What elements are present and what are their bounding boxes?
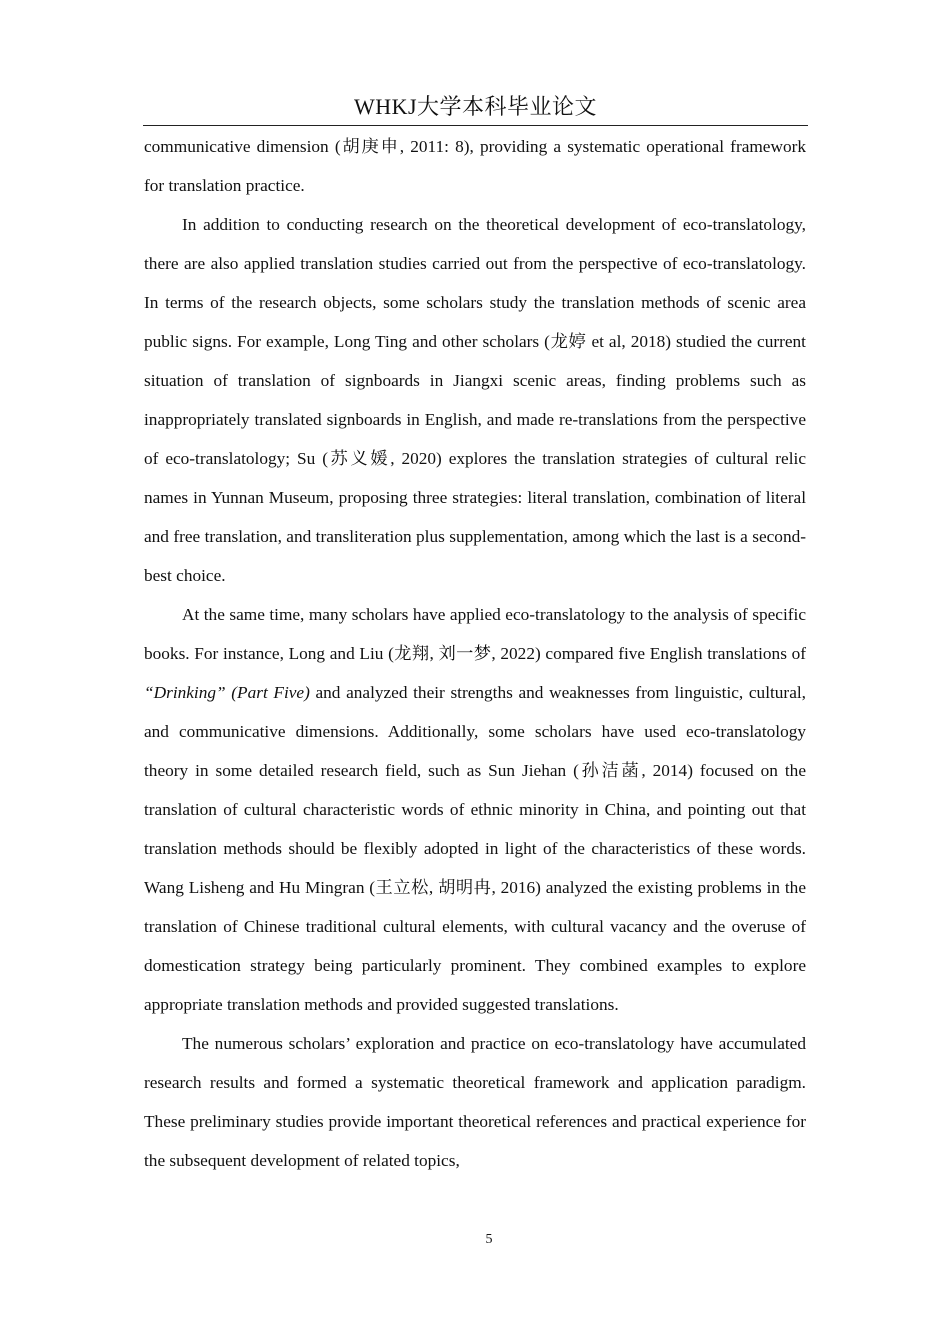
paragraph-applied-studies: In addition to conducting research on the theoretical development of eco-translatology, there are also applied translation studies carried out from the perspective of eco-translatology. In terms of the research objects, some scholars study the translation methods of scenic area public signs. For example, Long Ting and other scholars (龙婷 et al, 2018) studied the current situation of translation of signboards in Jiangxi scenic areas, finding problems such as inappropriately translated signboards in English, and made re-translations from the perspective of eco-translatology; Su (苏义媛, 2020) explores the translation strategies of cultural relic names in Yunnan Museum, proposing three strategies: literal translation, combination of literal and free translation, and transliteration plus supplementation, among which the last is a second-best choice. bbox=[144, 215, 806, 585]
body-text bbox=[144, 127, 806, 1180]
page-header: WHKJ大学本科毕业论文 bbox=[353, 94, 598, 119]
paragraph-continuation: communicative dimension (胡庚申, 2011: 8), providing a systematic operational framework for translation practice. bbox=[144, 137, 806, 195]
paragraph-book-analysis bbox=[144, 595, 806, 1024]
book-title: “Drinking” (Part Five) bbox=[144, 683, 310, 702]
paragraph-text-after-title: and analyzed their strengths and weaknesses from linguistic, cultural, and communicative dimensions. Additionally, some scholars have used eco-translatology theory in some detailed research field, such as Sun Jiehan (孙洁菡, 2014) focused on the translation of cultural characteristic words of ethnic minority in China, and pointing out that translation methods should be flexibly adopted in light of the characteristics of these words. Wang Lisheng and Hu Mingran (王立松, 胡明冉, 2016) analyzed the existing problems in the translation of Chinese traditional cultural elements, with cultural vacancy and the overuse of domestication strategy being particularly prominent. They combined examples to explore appropriate translation methods and provided suggested translations. bbox=[144, 683, 806, 1014]
page-number: 5 bbox=[485, 1232, 493, 1247]
paragraph-summary: The numerous scholars’ exploration and practice on eco-translatology have accumulated research results and formed a systematic theoretical framework and application paradigm. These preliminary studies provide important theoretical references and practical experience for the subsequent development of related topics, bbox=[144, 1034, 806, 1170]
paragraph-text-before-title: At the same time, many scholars have applied eco-translatology to the analysis of specific books. For instance, Long and Liu (龙翔, 刘一梦, 2022) compared five English translations of bbox=[144, 605, 806, 663]
header-divider bbox=[143, 125, 808, 126]
